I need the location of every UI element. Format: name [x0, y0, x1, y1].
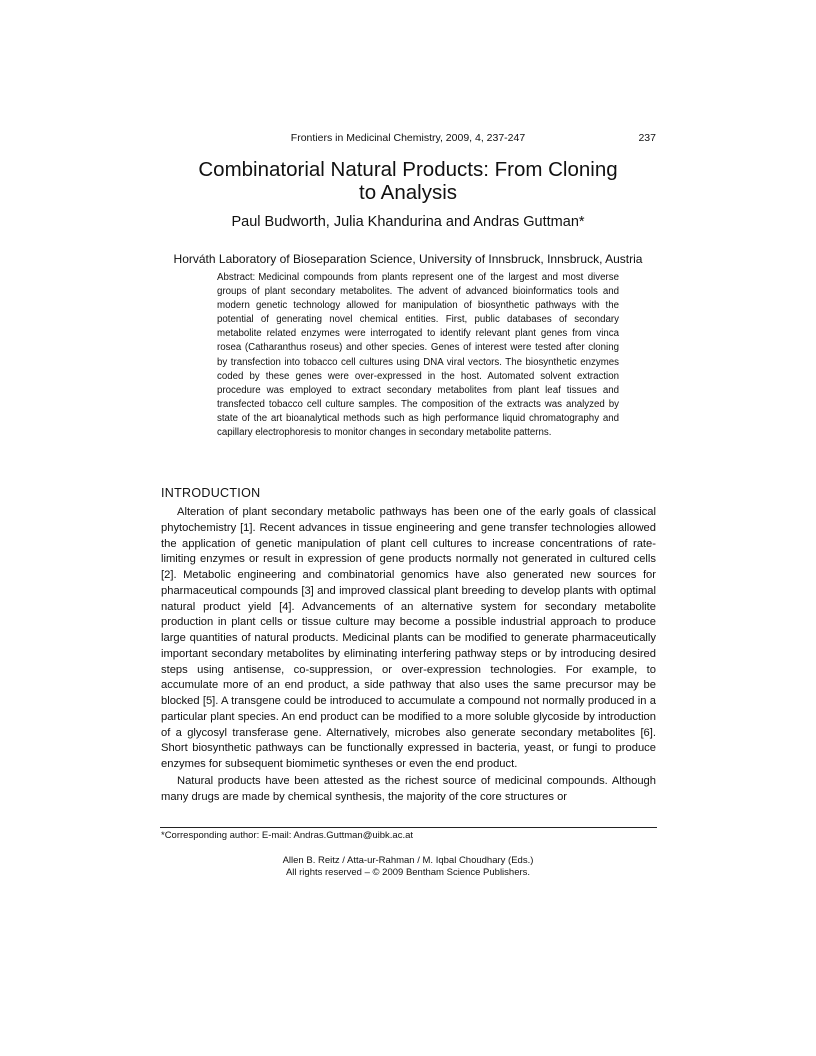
article-title-line-2: to Analysis — [359, 181, 457, 204]
introduction-body — [161, 505, 656, 805]
copyright-notice: All rights reserved – © 2009 Bentham Science Publishers. — [285, 867, 531, 878]
footnote-divider — [160, 827, 657, 828]
book-editors: Allen B. Reitz / Atta-ur-Rahman / M. Iqbal Choudhary (Eds.) — [282, 855, 534, 866]
abstract — [217, 271, 619, 440]
section-heading-introduction: INTRODUCTION — [161, 486, 261, 500]
article-title-line-1: Combinatorial Natural Products: From Cloning — [198, 158, 618, 181]
corresponding-author-footnote: *Corresponding author: E-mail: Andras.Guttman@uibk.ac.at — [161, 830, 414, 841]
body-paragraph: Alteration of plant secondary metabolic pathways has been one of the early goals of classical phytochemistry [1]. Recent advances in tissue engineering and gene transfer technologies allowed the application of genetic manipulation of plant cell cultures to increase concentrations of rate-limiting enzymes or result in expression of gene products normally not generated in cultured cells [2]. Metabolic engineering and combinatorial genomics have also generated new sources for pharmaceutical compounds [3] and improved classical plant breeding to develop plants with optimal natural product yield [4]. Advancements of an alternative system for secondary metabolite production in plant cells or tissue culture may become a possible industrial approach to produce large quantities of natural products. Medicinal plants can be modified to generate pharmaceutically important secondary metabolites by eliminating interfering pathway steps or by introducing desired steps using antisense, co-suppression, or over-expression technologies. For example, to accumulate more of an end product, a side pathway that also uses the same precursor may be blocked [5]. A transgene could be introduced to accumulate a compound not normally produced in a particular plant species. An end product can be modified to a more soluble glycoside by introduction of a glycosyl transferase gene. Alternatively, microbes also generate secondary metabolites [6]. Short biosynthetic pathways can be functionally expressed in bacteria, yeast, or fungi to produce enzymes for subsequent biomimetic syntheses or even the end product. — [161, 506, 656, 770]
article-title — [160, 158, 656, 204]
body-paragraph: Natural products have been attested as the richest source of medicinal compounds. Although many drugs are made by chemical synthesis, the majority of the core structures or — [161, 774, 656, 803]
journal-citation: Frontiers in Medicinal Chemistry, 2009, 4, 237-247 — [290, 132, 526, 144]
affiliation: Horváth Laboratory of Bioseparation Science, University of Innsbruck, Innsbruck, Austria — [173, 252, 643, 266]
abstract-label: Abstract: — [217, 272, 256, 283]
author-list: Paul Budworth, Julia Khandurina and Andras Guttman* — [231, 214, 585, 230]
page-number: 237 — [638, 132, 656, 144]
running-head — [160, 132, 656, 148]
abstract-text: Medicinal compounds from plants represent one of the largest and most diverse groups of plant secondary metabolites. The advent of advanced bioinformatics tools and modern genetic technology allowed for manipulation of biosynthetic pathways with the potential of generating novel chemical entities. First, public databases of secondary metabolite related enzymes were interrogated to identify relevant plant genes from vinca rosea (Catharanthus roseus) and other species. Genes of interest were tested after cloning by transfection into tobacco cell cultures using DNA viral vectors. The biosynthetic enzymes coded by these genes were over-expressed in the host. Automated solvent extraction procedure was employed to extract secondary metabolites from plant leaf tissues and transfected tobacco cell culture samples. The composition of the extracts was analyzed by state of the art bioanalytical methods such as high performance liquid chromatography and capillary electrophoresis to monitor changes in secondary metabolite patterns. — [217, 272, 619, 439]
